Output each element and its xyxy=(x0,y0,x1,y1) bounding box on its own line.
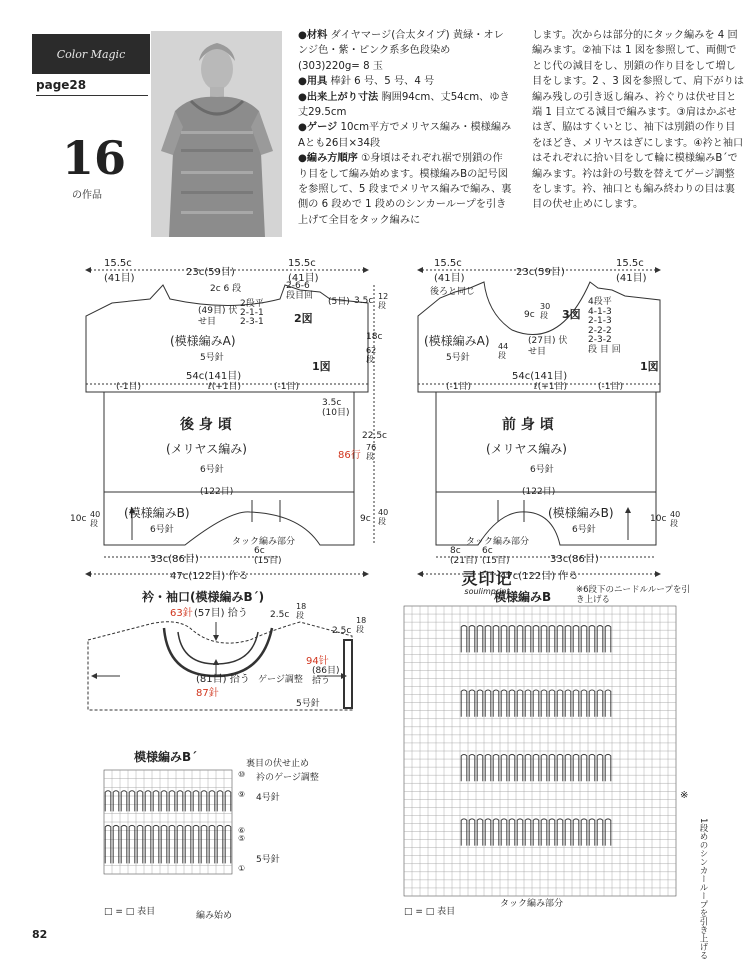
back-pattern-a-needle: 5号針 xyxy=(200,353,224,363)
back-dim-8: 40 段 xyxy=(378,508,389,526)
back-bottom-total: 47c(122目) 作る xyxy=(170,571,249,582)
front-hem-rows: 40 段 xyxy=(670,510,681,528)
front-bottom-8c: 8c (21目) xyxy=(450,546,478,566)
back-shoulder-steps: 2-6-6 段目回 xyxy=(286,281,314,301)
back-dim-3: 18c xyxy=(366,332,383,342)
chart-b-title: 模様編みB xyxy=(494,590,552,604)
front-body-pattern: (メリヤス編み) xyxy=(486,442,567,456)
work-number: 16 xyxy=(62,131,127,185)
back-top-left: 15.5c (41目) xyxy=(104,258,135,284)
back-fig1-label: 1図 xyxy=(312,360,331,373)
instr-text: ①身頃はそれぞれ裾で別鎖の作り目をして編み始めます。模様編みBの記号図を参照して、5 段までメリヤス編みで編み、裏側の 6 段めで 1 段めのシンカーループを引き上げて全目をタック編みに xyxy=(298,153,512,226)
page-number: 82 xyxy=(32,928,48,941)
front-bottom-width: 33c(86目) xyxy=(550,554,599,565)
back-pattern-a: (模様編みA) xyxy=(170,334,236,348)
front-fig1-label: 1図 xyxy=(640,360,659,373)
page-reference: page28 xyxy=(36,78,148,96)
front-tuck: タック編み部分 xyxy=(466,537,530,547)
collar-left-h: 2.5c xyxy=(270,610,290,620)
instr-text: 10cm平方でメリヤス編み・模様編みAとも26目×34段 xyxy=(298,122,512,149)
collar-top-st: (57目) 拾う xyxy=(194,608,248,619)
front-body-st: (122目) xyxy=(522,487,556,497)
front-neck-bind: (27目) 伏せ目 xyxy=(528,336,568,357)
back-hem-rows: 40 段 xyxy=(90,510,101,528)
chart-b xyxy=(404,606,676,896)
collar-gauge: ゲージ調整 xyxy=(258,675,303,685)
chart-b-note: ※6段下のニードルループを引き上げる xyxy=(576,585,690,605)
collar-title: 衿・袖口(模様編みB´) xyxy=(142,590,265,604)
back-fig2-label: 2図 xyxy=(294,312,313,325)
front-pattern-b: (模様編みB) xyxy=(548,506,614,520)
back-dim-6: 76 段 xyxy=(366,443,377,461)
back-inc: ℓ(+1目) xyxy=(208,382,242,392)
chart-b2-row6: ⑥ xyxy=(238,826,246,835)
front-fig3-label: 3図 xyxy=(562,308,581,321)
instr-text: 棒針 6 号、5 号、4 号 xyxy=(330,76,435,88)
front-title: 前 身 頃 xyxy=(502,417,554,433)
instr-text: します。次からは部分的にタック編みを 4 回編みます。②袖下は 1 図を参照して、両側でとじ代の減目をし、別鎖の作り目をして増し目をします。2 、3 図を参照して、肩下がりは編み残しの引き返し編み、衿ぐりは伏せ目と端 1 目立てる減目で編みます。③肩はかぶせはぎ、脇はすくいとじ、袖下は別鎖の作り目をほどき、メリヤスはぎにします。④衿と袖口はそれぞれに拾い目をして輪に模様編みB´で編みます。衿は針の号数を替えてゲージ調整をします。衿、袖口とも編み終わりの目は裏目の伏せ止めにします。 xyxy=(532,30,744,211)
back-pattern-b-needle: 6号針 xyxy=(150,525,174,535)
back-red-rows: 86行 xyxy=(338,450,361,461)
section-badge: Color Magic xyxy=(32,34,150,74)
chart-b2-legend: □ = □ 表目 xyxy=(104,907,156,917)
back-dec-left: (-1目) xyxy=(116,382,141,392)
back-dim-7: 9c xyxy=(360,514,371,524)
back-dim-1: 3.5c xyxy=(354,296,374,306)
front-inc: ℓ(+1目) xyxy=(534,382,568,392)
front-bottom-6c: 6c (15目) xyxy=(482,546,510,566)
chart-b2-row5: ⑤ xyxy=(238,834,246,843)
chart-b-legend: □ = □ 表目 xyxy=(404,907,456,917)
instr-text: 胸囲94cm、丈54cm、ゆき丈29.5cm xyxy=(298,91,510,119)
instr-label: ●材料 xyxy=(298,30,328,41)
back-neck-note: 2c 6 段 xyxy=(210,284,242,294)
front-hem-h: 10c xyxy=(650,514,667,524)
back-tuck: タック編み部分 xyxy=(232,537,296,547)
front-top-mid: 23c(59目) xyxy=(516,267,565,278)
instr-text: ダイヤマージ(合太タイプ) 黄緑・オレンジ色・紫・ピンク系多色段染め(303)220g= 8 玉 xyxy=(298,30,504,72)
collar-needle: 5号針 xyxy=(296,699,320,709)
front-same-back: 後ろと同じ xyxy=(430,287,476,297)
collar-right-rows: 18 段 xyxy=(356,616,367,634)
work-label: の作品 xyxy=(72,190,102,201)
back-bottom-width: 33c(86目) xyxy=(150,554,199,565)
back-dec-right: (-1目) xyxy=(274,382,299,392)
front-pattern-a-needle: 5号針 xyxy=(446,353,470,363)
chart-b-tuck: タック編み部分 xyxy=(500,899,564,909)
chart-b-asterisk: ※ xyxy=(680,790,689,801)
collar-sleeve-st: (86目) 拾う xyxy=(312,666,340,686)
collar-bottom-st: (81目) 拾う xyxy=(196,674,250,685)
chart-b2-needle5: 5号針 xyxy=(256,855,280,865)
back-body-pattern: (メリヤス編み) xyxy=(166,442,247,456)
front-side-rows: 44 段 xyxy=(498,342,509,360)
back-fig2-steps: 2段平 2-1-1 2-3-1 xyxy=(240,299,264,327)
front-dec-right: (-1目) xyxy=(598,382,623,392)
back-bottom-6c: 6c (15目) xyxy=(254,546,282,566)
chart-b2-row1: ① xyxy=(238,864,246,873)
back-hem-h: 10c xyxy=(70,514,87,524)
back-dim-5: 22.5c xyxy=(362,431,387,441)
front-pattern-a: (模様編みA) xyxy=(424,334,490,348)
front-neck-depth: 9c xyxy=(524,310,535,320)
back-body-needle: 6号針 xyxy=(200,465,224,475)
back-body-st: (122目) xyxy=(200,487,234,497)
front-pattern-b-needle: 6号針 xyxy=(572,525,596,535)
back-shoulder-side: (5目) xyxy=(328,297,350,307)
instr-label: ●編み方順序 xyxy=(298,153,358,165)
back-dim-2: 12 段 xyxy=(378,292,389,310)
front-top-left: 15.5c (41目) xyxy=(434,258,465,284)
watermark-logo: 灵印记 soulimprint xyxy=(461,569,513,596)
collar-red-top: 63針 xyxy=(170,608,193,619)
chart-b2-bind: 裏目の伏せ止め xyxy=(246,759,310,769)
front-dec-left: (-1目) xyxy=(446,382,471,392)
front-bottom-total: 47c(122目) 作る xyxy=(500,571,579,582)
back-sleeve-h: 3.5c (10目) xyxy=(322,398,350,418)
front-width: 54c(141目) xyxy=(512,371,568,382)
back-title: 後 身 頃 xyxy=(180,417,232,433)
chart-b2-row10: ⑩ xyxy=(238,770,246,779)
front-body-needle: 6号針 xyxy=(530,465,554,475)
collar-left-rows: 18 段 xyxy=(296,602,307,620)
instr-label: ●用具 xyxy=(298,76,328,88)
collar-red-bottom: 87針 xyxy=(196,688,219,699)
front-fig3-steps: 4段平 4-1-3 2-1-3 2-2-2 2-3-2 段 目 回 xyxy=(588,297,621,355)
collar-right-h: 2.5c xyxy=(332,626,352,636)
chart-b2-start: 編み始め xyxy=(196,911,233,921)
back-top-right: 15.5c (41目) xyxy=(288,258,319,284)
collar-red-sleeve: 94针 xyxy=(306,656,329,667)
front-top-right: 15.5c (41目) xyxy=(616,258,647,284)
instr-label: ●ゲージ xyxy=(298,122,338,134)
chart-b2-row9: ⑨ xyxy=(238,790,246,799)
chart-b-prime xyxy=(104,770,232,874)
front-neck-rows: 30 段 xyxy=(540,302,551,320)
chart-b-side-note: 1段めのシンカーループを引き上げる xyxy=(698,818,708,960)
chart-b2-needle4: 4号針 xyxy=(256,793,280,803)
back-width: 54c(141目) xyxy=(186,371,242,382)
back-top-mid: 23c(59目) xyxy=(186,267,235,278)
back-dim-4: 62 段 xyxy=(366,346,377,364)
chart-b2-title: 模様編みB´ xyxy=(134,750,198,764)
back-neck-bind: (49目) 伏せ目 xyxy=(198,306,238,327)
back-pattern-b: (模様編みB) xyxy=(124,506,190,520)
instr-label: ●出来上がり寸法 xyxy=(298,91,379,103)
chart-b2-gauge: 衿のゲージ調整 xyxy=(256,773,319,783)
